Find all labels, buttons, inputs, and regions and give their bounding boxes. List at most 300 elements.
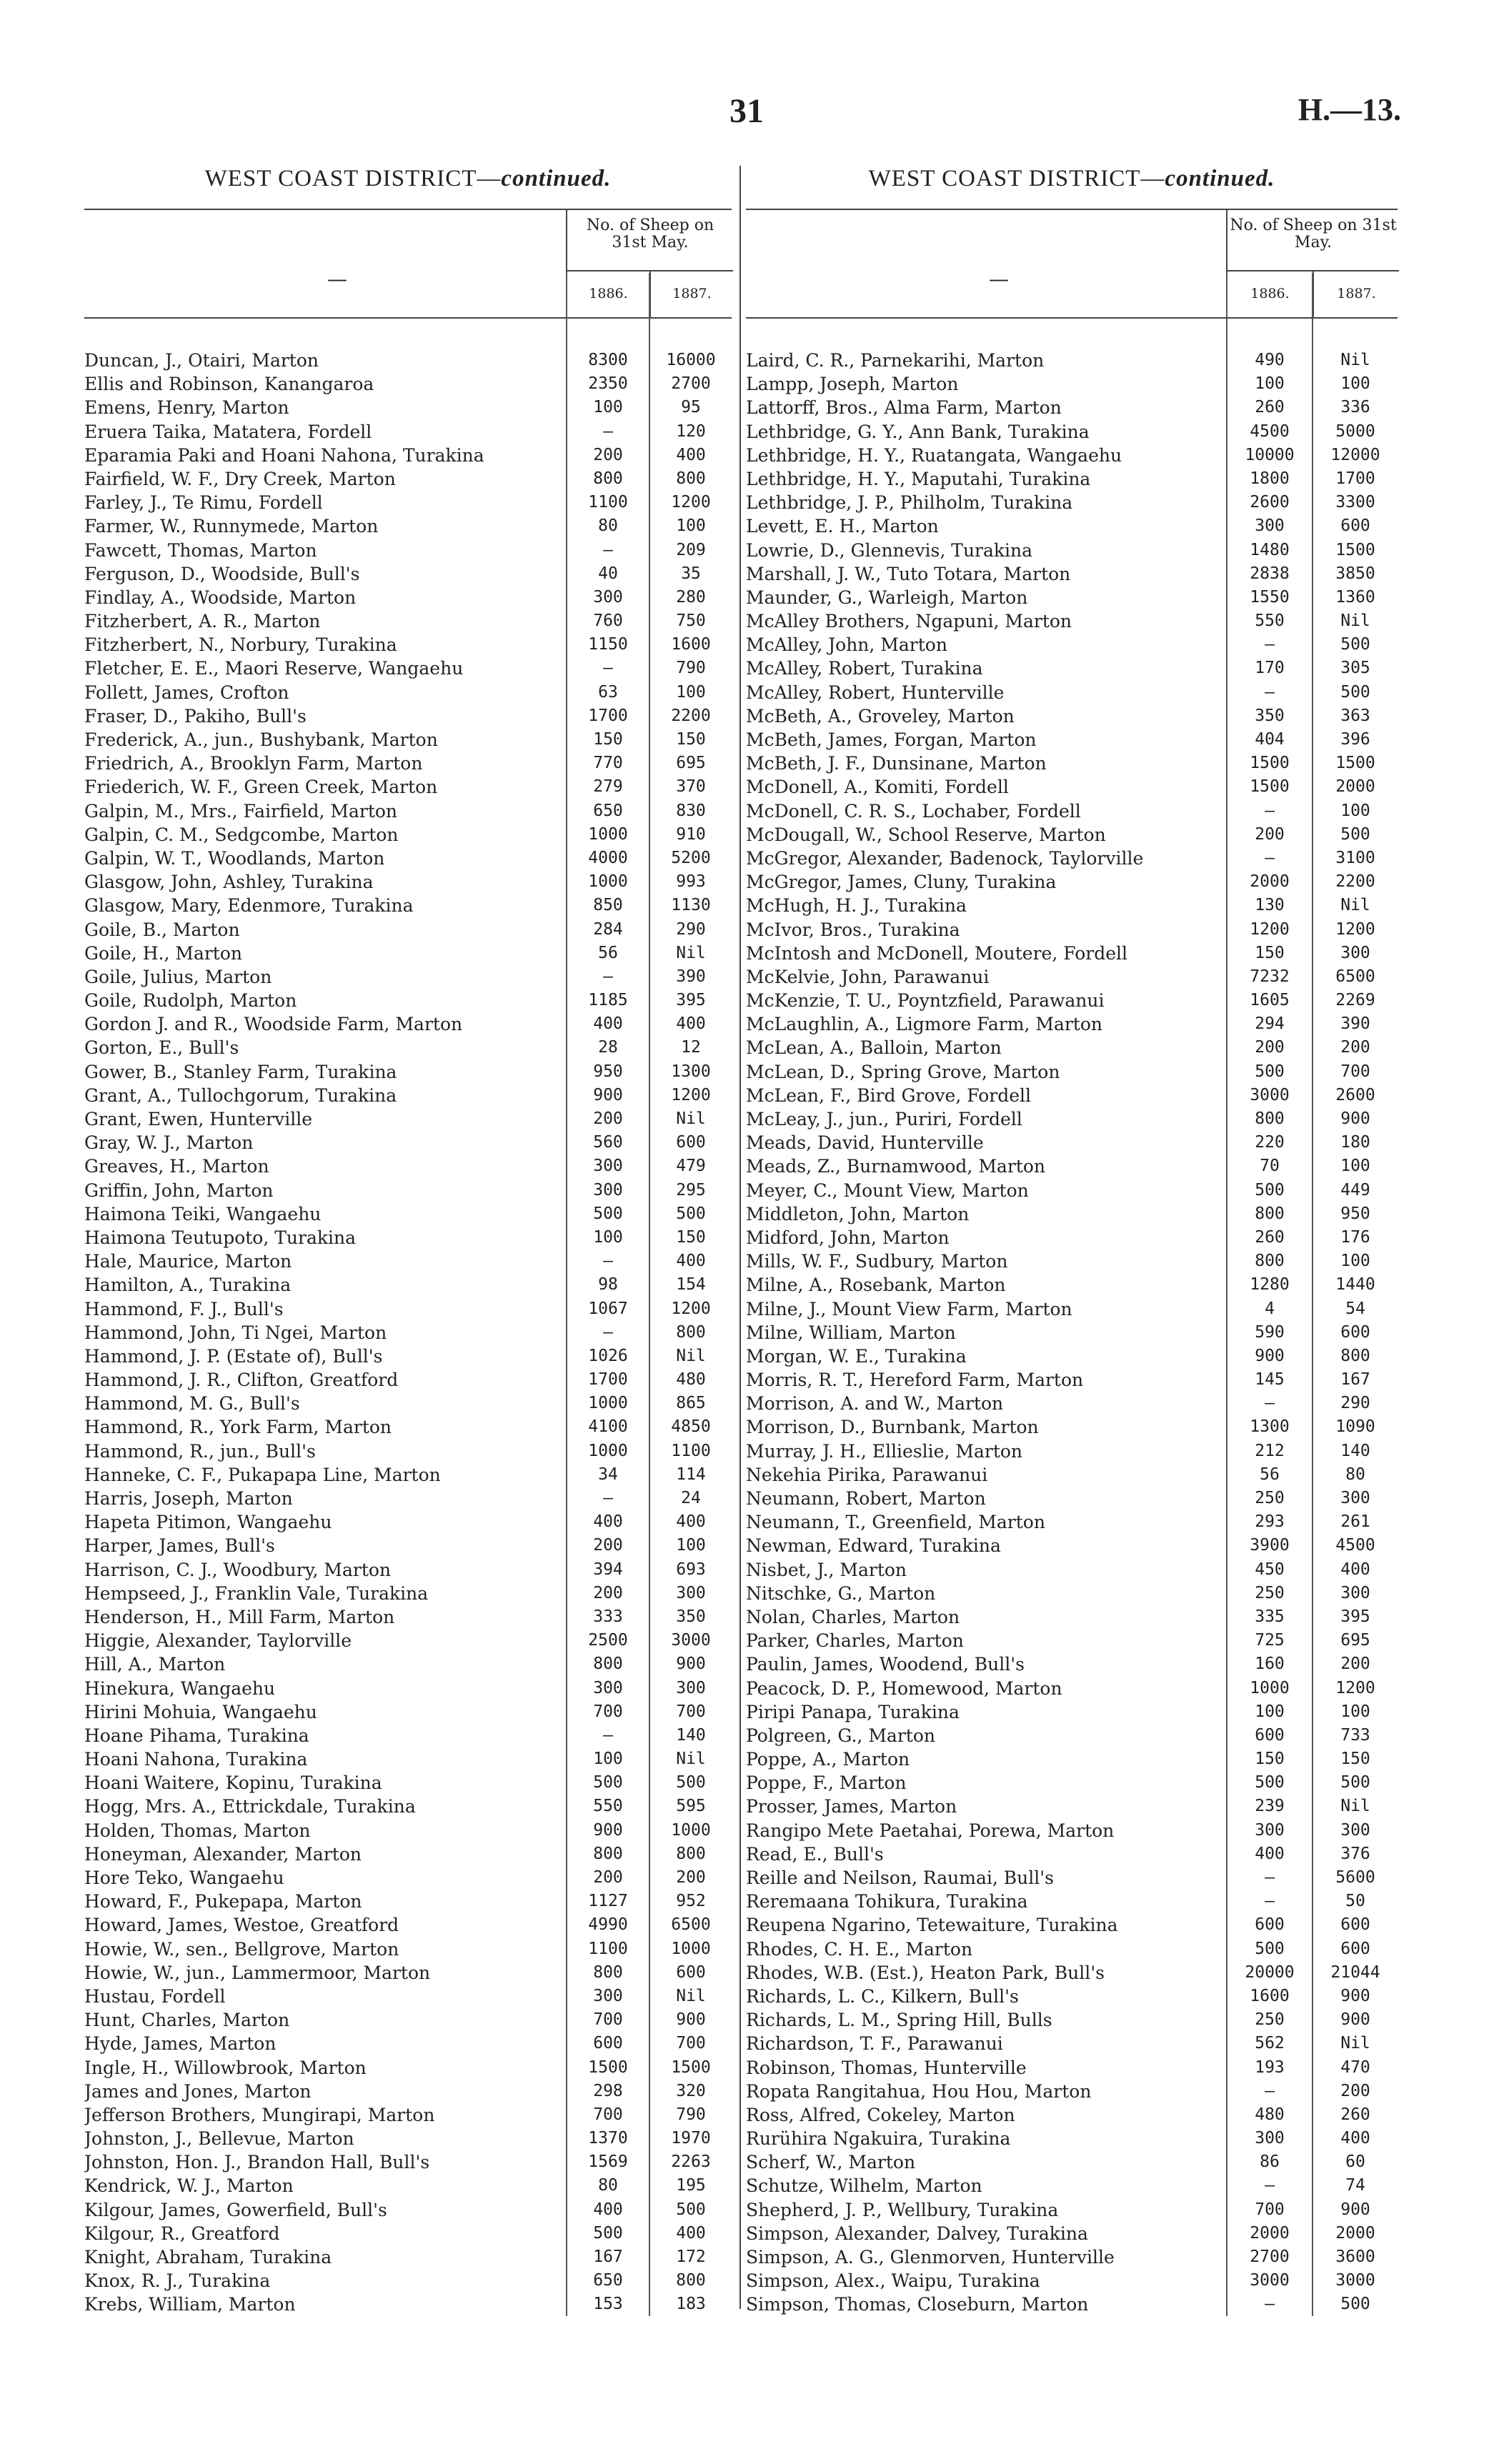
sheep-1887-value: 390	[1340, 1014, 1370, 1034]
sheep-1886-value: 250	[1255, 1489, 1285, 1507]
sheep-1886-value: 700	[593, 2105, 623, 2124]
table-row	[84, 1677, 732, 1700]
sheep-1887-value: 800	[676, 1844, 706, 1863]
owner-name: McKelvie, John, Parawanui	[746, 966, 990, 987]
table-row	[84, 1558, 732, 1582]
owner-name: Johnston, J., Bellevue, Marton	[84, 2128, 354, 2150]
owner-name: Emens, Henry, Marton	[84, 397, 289, 419]
table-row	[84, 681, 732, 704]
table-row	[746, 775, 1398, 799]
table-row	[84, 1226, 732, 1250]
owner-name: Ferguson, D., Woodside, Bull's	[84, 563, 360, 584]
sheep-1886-value: 1500	[588, 2058, 628, 2077]
table-row	[746, 1084, 1398, 1107]
table-row	[84, 1629, 732, 1652]
sheep-1887-value: 300	[1340, 1583, 1370, 1602]
table-row	[84, 2150, 732, 2174]
sheep-1886-value: —	[1265, 2176, 1275, 2195]
sheep-1886-value: —	[1265, 1892, 1275, 1911]
sheep-1887-value: 300	[676, 1583, 706, 1602]
page-number: 31	[729, 92, 764, 130]
table-row	[84, 1154, 732, 1178]
owner-name: McBeth, James, Forgan, Marton	[746, 729, 1037, 750]
table-row	[84, 1131, 732, 1154]
owner-name: Hill, A., Marton	[84, 1654, 226, 1675]
sheep-1886-value: 300	[593, 1986, 623, 2005]
table-row	[746, 2056, 1398, 2080]
sheep-1887-value: 500	[676, 1204, 706, 1223]
sheep-1886-value: 800	[1255, 1204, 1285, 1223]
table-row	[746, 1297, 1398, 1321]
sheep-1887-value: 1000	[671, 1939, 711, 1958]
sheep-1887-value: 600	[676, 1962, 706, 1982]
sheep-1887-value: 150	[676, 730, 706, 749]
sheep-1886-value: 150	[1255, 943, 1285, 962]
sheep-1887-value: 100	[1340, 374, 1370, 394]
owner-name: Friederich, W. F., Green Creek, Marton	[84, 777, 438, 798]
table-row	[746, 870, 1398, 894]
sheep-1886-value: 153	[593, 2295, 623, 2314]
sheep-1886-value: 500	[1255, 1062, 1285, 1081]
owner-name: Marshall, J. W., Tuto Totara, Marton	[746, 563, 1071, 584]
owner-name: Duncan, J., Otairi, Marton	[84, 350, 319, 371]
sheep-1886-value: 3000	[1250, 2271, 1290, 2290]
owner-name: Simpson, Alexander, Dalvey, Turakina	[746, 2223, 1088, 2244]
sheep-1886-value: 2350	[588, 374, 628, 394]
sheep-1886-value: 1700	[588, 706, 628, 725]
table-row	[84, 1084, 732, 1107]
sheep-1887-value: 200	[1340, 2081, 1370, 2100]
owner-name: Hammond, R., York Farm, Marton	[84, 1417, 392, 1438]
sheep-count-header: No. of Sheep on 31st May. 1886. 1887.	[1226, 210, 1399, 316]
sheep-1887-value: 50	[1345, 1892, 1365, 1911]
sheep-1887-value: 2700	[671, 374, 711, 394]
owner-name: Goile, B., Marton	[84, 919, 240, 940]
table-row	[84, 2127, 732, 2150]
table-row	[84, 1440, 732, 1463]
sheep-1887-value: 830	[676, 801, 706, 820]
owner-name: Glasgow, Mary, Edenmore, Turakina	[84, 895, 414, 917]
sheep-1886-value: 56	[1260, 1465, 1280, 1484]
sheep-1887-value: 1200	[671, 493, 711, 512]
sheep-1887-value: 1200	[1335, 1678, 1375, 1697]
table-row	[746, 918, 1398, 942]
table-row	[746, 1534, 1398, 1557]
sheep-1886-value: 7232	[1250, 967, 1290, 986]
owner-name: Parker, Charles, Marton	[746, 1630, 964, 1652]
owner-name: Levett, E. H., Marton	[746, 516, 939, 537]
right-col-line-1886	[1226, 273, 1227, 2316]
sheep-1886-value: 562	[1255, 2034, 1285, 2053]
owner-name: Reille and Neilson, Raumai, Bull's	[746, 1867, 1054, 1888]
year-1886-header: 1886.	[1250, 286, 1290, 301]
sheep-1886-value: —	[1265, 1394, 1275, 1413]
sheep-1887-value: 449	[1340, 1180, 1370, 1199]
table-row	[84, 1321, 732, 1345]
sheep-1886-value: 900	[1255, 1346, 1285, 1365]
sheep-1886-value: 400	[593, 1512, 623, 1532]
sheep-1887-value: 4500	[1335, 1536, 1375, 1555]
sheep-1886-value: 1127	[588, 1892, 628, 1911]
sheep-1887-value: 750	[676, 612, 706, 631]
sheep-1886-value: 239	[1255, 1797, 1285, 1816]
table-row	[84, 775, 732, 799]
table-row	[746, 823, 1398, 847]
owner-name: Howie, W., sen., Bellgrove, Marton	[84, 1938, 399, 1960]
sheep-1887-value: 900	[1340, 2010, 1370, 2030]
table-row	[84, 1819, 732, 1842]
sheep-1886-value: 1000	[588, 1441, 628, 1460]
table-row	[84, 1937, 732, 1961]
table-row	[84, 2293, 732, 2316]
table-row	[746, 704, 1398, 728]
owner-name: Neumann, Robert, Marton	[746, 1488, 986, 1509]
sheep-1886-value: 480	[1255, 2105, 1285, 2124]
sheep-1887-value: 2000	[1335, 2223, 1375, 2243]
owner-name: Lampp, Joseph, Marton	[746, 374, 959, 395]
sheep-1886-value: —	[1265, 682, 1275, 702]
sheep-1886-value: 700	[1255, 2200, 1285, 2219]
table-row	[84, 1795, 732, 1818]
sheep-1887-value: 3100	[1335, 848, 1375, 867]
table-row	[746, 372, 1398, 396]
name-column-header: —	[989, 267, 1009, 291]
sheep-1887-value: 1360	[1335, 587, 1375, 607]
sheep-1887-value: 600	[676, 1133, 706, 1152]
sheep-1887-value: 993	[676, 872, 706, 892]
owner-name: Milne, A., Rosebank, Marton	[746, 1275, 1006, 1296]
table-row	[746, 1747, 1398, 1771]
table-row	[746, 562, 1398, 586]
table-row	[746, 1179, 1398, 1202]
name-column-header: —	[327, 267, 347, 291]
owner-name: Morrison, A. and W., Marton	[746, 1393, 1004, 1415]
table-row	[84, 539, 732, 562]
owner-name: McLeay, J., jun., Puriri, Fordell	[746, 1109, 1022, 1129]
sheep-1886-value: 550	[593, 1797, 623, 1816]
table-row	[746, 2222, 1398, 2245]
sheep-1886-value: 500	[1255, 1773, 1285, 1792]
sheep-1887-value: 150	[1340, 1750, 1370, 1769]
owner-name: Gower, B., Stanley Farm, Turakina	[84, 1061, 397, 1082]
sheep-1887-value: 400	[1340, 2129, 1370, 2148]
sheep-1887-value: 290	[676, 919, 706, 939]
table-row	[84, 2056, 732, 2080]
sheep-1886-value: —	[1265, 2295, 1275, 2314]
sheep-1887-value: 600	[1340, 1322, 1370, 1342]
sheep-1886-value: 1000	[588, 824, 628, 844]
table-row	[746, 1226, 1398, 1250]
owner-name: Mills, W. F., Sudbury, Marton	[746, 1251, 1008, 1272]
sheep-1886-value: 1150	[588, 635, 628, 654]
table-row	[746, 1985, 1398, 2008]
owner-name: Jefferson Brothers, Mungirapi, Marton	[84, 2104, 435, 2125]
sheep-1886-value: —	[1265, 635, 1275, 654]
sheep-1887-value: Nil	[1340, 1797, 1370, 1816]
owner-name: Harris, Joseph, Marton	[84, 1488, 293, 1509]
sheep-1887-value: 695	[1340, 1631, 1370, 1650]
owner-name: Reupena Ngarino, Tetewaiture, Turakina	[746, 1915, 1118, 1936]
sheep-1886-value: 3900	[1250, 1536, 1290, 1555]
sheep-1887-value: 395	[676, 991, 706, 1010]
sheep-1887-value: 2263	[671, 2153, 711, 2172]
table-row	[84, 1368, 732, 1392]
right-column-title: WEST COAST DISTRICT—continued.	[868, 166, 1275, 191]
owner-name: Read, E., Bull's	[746, 1843, 884, 1865]
sheep-1886-value: 2838	[1250, 564, 1290, 583]
sheep-1887-value: 800	[676, 469, 706, 488]
left-col-line-1886	[566, 273, 567, 2316]
sheep-1887-value: 400	[676, 1252, 706, 1271]
table-row	[84, 1415, 732, 1439]
table-row	[84, 2103, 732, 2127]
sheep-1887-value: 12	[681, 1038, 701, 1057]
owner-name: Meads, Z., Burnamwood, Marton	[746, 1156, 1045, 1177]
table-row	[746, 2032, 1398, 2055]
sheep-1887-value: 12000	[1330, 445, 1380, 464]
table-row	[746, 396, 1398, 419]
sheep-1887-value: 1090	[1335, 1417, 1375, 1437]
sheep-1887-value: 1600	[671, 635, 711, 654]
sheep-1887-value: 195	[676, 2176, 706, 2195]
sheep-1886-value: 200	[593, 1536, 623, 1555]
table-row	[84, 609, 732, 633]
table-row	[84, 2008, 732, 2032]
table-row	[746, 2103, 1398, 2127]
sheep-1886-value: 700	[593, 2010, 623, 2030]
table-row	[746, 681, 1398, 704]
table-row	[746, 514, 1398, 538]
sheep-1886-value: 850	[593, 896, 623, 915]
sheep-1887-value: Nil	[676, 1346, 706, 1365]
owner-name: Laird, C. R., Parnekarihi, Marton	[746, 350, 1045, 371]
owner-name: McDonell, C. R. S., Lochaber, Fordell	[746, 800, 1081, 822]
table-row	[746, 444, 1398, 467]
sheep-count-header: No. of Sheep on 31st May. 1886. 1887.	[566, 210, 733, 316]
sheep-1887-value: 100	[1340, 801, 1370, 820]
sheep-1886-value: 2600	[1250, 493, 1290, 512]
sheep-1886-value: 260	[1255, 398, 1285, 417]
sheep-1886-value: 200	[1255, 824, 1285, 844]
table-row	[84, 752, 732, 775]
owner-name: McDonell, A., Komiti, Fordell	[746, 777, 1009, 798]
table-row	[746, 1510, 1398, 1534]
table-row	[746, 989, 1398, 1012]
sheep-1887-value: 800	[676, 1322, 706, 1342]
table-row	[746, 1795, 1398, 1818]
table-row	[84, 2269, 732, 2293]
table-row	[746, 1440, 1398, 1463]
owner-name: Harrison, C. J., Woodbury, Marton	[84, 1559, 392, 1580]
owner-name: McKenzie, T. U., Poyntzfield, Parawanui	[746, 990, 1105, 1012]
owner-name: Hore Teko, Wangaehu	[84, 1867, 284, 1888]
sheep-1886-value: 2000	[1250, 872, 1290, 892]
table-row	[84, 1463, 732, 1487]
sheep-1886-value: 590	[1255, 1322, 1285, 1342]
sheep-1886-value: 130	[1255, 896, 1285, 915]
sheep-1886-value: —	[603, 540, 613, 559]
sheep-1887-value: 261	[1340, 1512, 1370, 1532]
owner-name: Galpin, M., Mrs., Fairfield, Marton	[84, 800, 398, 822]
sheep-1886-value: —	[603, 659, 613, 678]
table-row	[746, 586, 1398, 609]
owner-name: Howard, F., Pukepapa, Marton	[84, 1891, 362, 1912]
table-row	[746, 633, 1398, 657]
owner-name: Holden, Thomas, Marton	[84, 1820, 311, 1841]
sheep-1886-value: 650	[593, 801, 623, 820]
sheep-1886-value: 300	[593, 1157, 623, 1176]
owner-name: Knight, Abraham, Turakina	[84, 2247, 332, 2268]
sheep-1887-value: 2200	[671, 706, 711, 725]
owner-name: Lethbridge, G. Y., Ann Bank, Turakina	[746, 421, 1090, 442]
sheep-1886-value: 725	[1255, 1631, 1285, 1650]
sheep-1886-value: 490	[1255, 351, 1285, 369]
sheep-1886-value: —	[603, 1489, 613, 1507]
sheep-1886-value: 1200	[1250, 919, 1290, 939]
table-row	[746, 2008, 1398, 2032]
sheep-1887-value: 140	[676, 1725, 706, 1745]
sheep-1886-value: 1280	[1250, 1275, 1290, 1295]
owner-name: Honeyman, Alexander, Marton	[84, 1843, 362, 1865]
sheep-1887-value: 74	[1345, 2176, 1365, 2195]
sheep-1887-value: 910	[676, 824, 706, 844]
sheep-1886-value: 1100	[588, 1939, 628, 1958]
table-row	[746, 1321, 1398, 1345]
owner-name: Rurühira Ngakuira, Turakina	[746, 2128, 1011, 2150]
owner-name: Nekehia Pirika, Parawanui	[746, 1464, 988, 1485]
owner-name: Hinekura, Wangaehu	[84, 1677, 276, 1699]
owner-name: Findlay, A., Woodside, Marton	[84, 587, 357, 608]
owner-name: Krebs, William, Marton	[84, 2294, 296, 2315]
sheep-1887-value: 1100	[671, 1441, 711, 1460]
sheep-1887-value: 176	[1340, 1227, 1370, 1247]
table-row	[746, 2269, 1398, 2293]
owner-name: Shepherd, J. P., Wellbury, Turakina	[746, 2199, 1059, 2220]
sheep-1887-value: 952	[676, 1892, 706, 1911]
sheep-1887-value: 700	[1340, 1062, 1370, 1081]
sheep-1887-value: 1500	[1335, 754, 1375, 773]
table-row	[84, 1747, 732, 1771]
sheep-1886-value: 300	[593, 1678, 623, 1697]
owner-name: Richardson, T. F., Parawanui	[746, 2033, 1003, 2055]
sheep-1886-value: 2500	[588, 1631, 628, 1650]
sheep-1887-value: 6500	[1335, 967, 1375, 986]
sheep-1886-value: 150	[1255, 1750, 1285, 1769]
sheep-1886-value: 500	[1255, 1939, 1285, 1958]
table-row	[84, 728, 732, 752]
owner-name: Scherf, W., Marton	[746, 2152, 916, 2173]
sheep-1886-value: 560	[593, 1133, 623, 1152]
owner-name: Goile, H., Marton	[84, 942, 242, 964]
sheep-1886-value: 1067	[588, 1299, 628, 1318]
table-row	[746, 965, 1398, 989]
table-row	[84, 989, 732, 1012]
owner-name: Morrison, D., Burnbank, Marton	[746, 1417, 1039, 1438]
sheep-1887-value: 209	[676, 540, 706, 559]
owner-name: Hammond, J. R., Clifton, Greatford	[84, 1370, 399, 1391]
sheep-1886-value: 900	[593, 1820, 623, 1840]
sheep-1887-value: Nil	[1340, 896, 1370, 915]
sheep-1887-value: 100	[676, 1536, 706, 1555]
owner-name: Ellis and Robinson, Kanangaroa	[84, 374, 374, 395]
table-row	[746, 728, 1398, 752]
sheep-1886-value: 800	[1255, 1109, 1285, 1128]
sheep-1887-value: Nil	[1340, 2034, 1370, 2053]
table-row	[746, 420, 1398, 444]
owner-name: Newman, Edward, Turakina	[746, 1535, 1001, 1557]
sheep-1887-value: 300	[1340, 943, 1370, 962]
sheep-1886-value: 600	[593, 2034, 623, 2053]
owner-name: Hale, Maurice, Marton	[84, 1251, 292, 1272]
sheep-1887-value: 150	[676, 1227, 706, 1247]
sheep-1886-value: —	[603, 1725, 613, 1745]
table-row	[84, 491, 732, 514]
sheep-1887-value: 470	[1340, 2058, 1370, 2077]
sheep-1887-value: 500	[1340, 635, 1370, 654]
table-row	[746, 1345, 1398, 1368]
table-row	[746, 1771, 1398, 1795]
owner-name: Hamilton, A., Turakina	[84, 1275, 292, 1296]
table-row	[84, 420, 732, 444]
sheep-1887-value: 290	[1340, 1394, 1370, 1413]
owner-name: Glasgow, John, Ashley, Turakina	[84, 872, 374, 893]
sheep-1887-value: 693	[676, 1560, 706, 1579]
owner-name: Lethbridge, H. Y., Maputahi, Turakina	[746, 468, 1091, 489]
table-row	[84, 396, 732, 419]
sheep-1886-value: 760	[593, 612, 623, 631]
sheep-1887-value: 2000	[1335, 777, 1375, 797]
document-reference: H.—13.	[1298, 92, 1401, 127]
table-row	[746, 2174, 1398, 2198]
owner-name: Ingle, H., Willowbrook, Marton	[84, 2057, 367, 2078]
sheep-1886-value: 8300	[588, 351, 628, 369]
owner-name: Hammond, R., jun., Bull's	[84, 1440, 316, 1462]
table-row	[84, 1179, 732, 1202]
sheep-1886-value: 350	[1255, 706, 1285, 725]
owner-name: McLean, A., Balloin, Marton	[746, 1037, 1002, 1059]
owner-name: Frederick, A., jun., Bushybank, Marton	[84, 729, 438, 750]
table-row	[84, 1297, 732, 1321]
owner-name: McBeth, J. F., Dunsinane, Marton	[746, 753, 1047, 774]
table-row	[746, 1842, 1398, 1866]
sheep-1886-value: 34	[598, 1465, 618, 1484]
table-row	[84, 2174, 732, 2198]
sheep-1887-value: 300	[1340, 1820, 1370, 1840]
owner-name: Richards, L. M., Spring Hill, Bulls	[746, 2010, 1052, 2031]
table-row	[84, 1392, 732, 1415]
sheep-1886-value: 800	[593, 1962, 623, 1982]
sheep-1887-value: 300	[676, 1678, 706, 1697]
table-row	[84, 704, 732, 728]
sheep-1887-value: 1440	[1335, 1275, 1375, 1295]
table-row	[84, 965, 732, 989]
owner-name: Lattorff, Bros., Alma Farm, Marton	[746, 397, 1062, 419]
owner-name: Ropata Rangitahua, Hou Hou, Marton	[746, 2080, 1092, 2102]
sheep-1887-value: 900	[1340, 1986, 1370, 2005]
table-row	[84, 562, 732, 586]
sheep-1886-value: 500	[593, 1773, 623, 1792]
owner-name: Kendrick, W. J., Marton	[84, 2175, 294, 2197]
table-row	[746, 467, 1398, 491]
sheep-1887-value: 600	[1340, 517, 1370, 536]
sheep-1886-value: 167	[593, 2248, 623, 2266]
sheep-1887-value: 172	[676, 2248, 706, 2266]
owner-name: Meyer, C., Mount View, Marton	[746, 1179, 1029, 1201]
right-col-line-1887	[1312, 273, 1313, 2316]
owner-name: McIvor, Bros., Turakina	[746, 919, 960, 940]
sheep-1886-value: 279	[593, 777, 623, 797]
table-row	[746, 2127, 1398, 2150]
